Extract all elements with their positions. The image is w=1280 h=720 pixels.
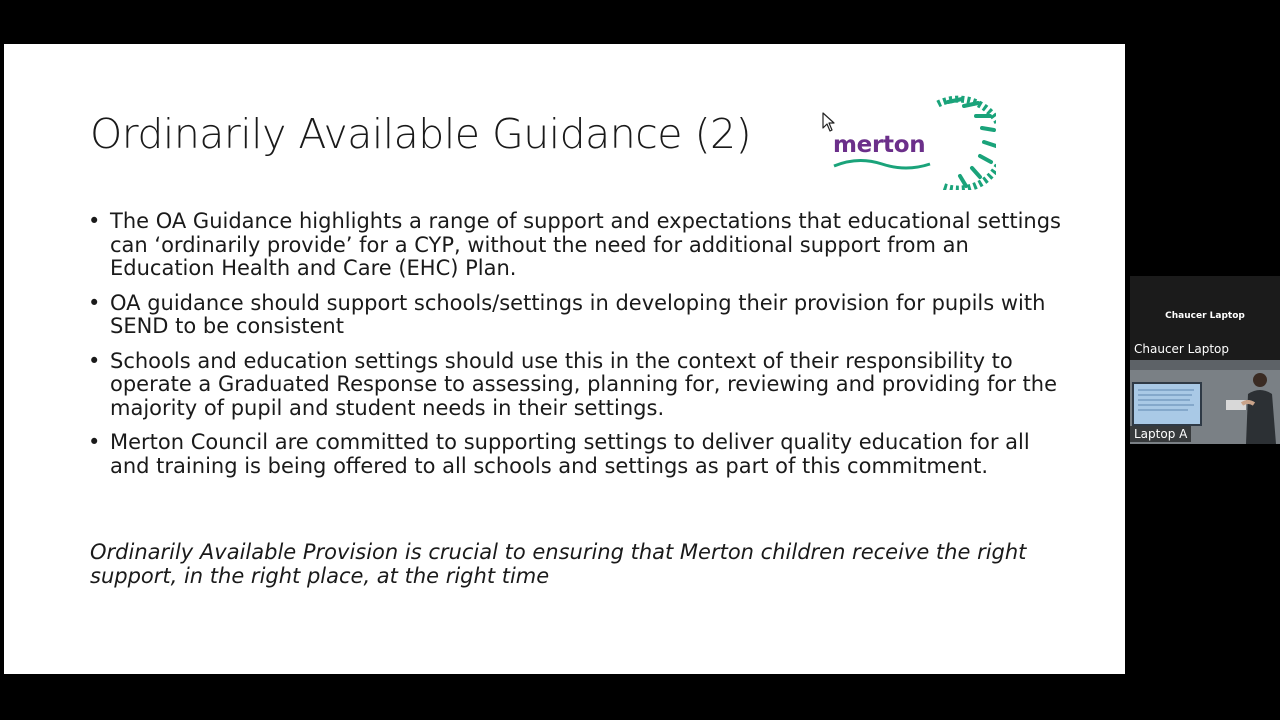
bullet-dot: • xyxy=(88,290,101,315)
bullet-text: The OA Guidance highlights a range of support and expectations that educational settings can ‘ordinarily provide’ for a CYP, without the need for additional support from an Education Health and Care (EHC) Plan. xyxy=(110,209,1061,280)
bullet-list xyxy=(88,210,1063,489)
logo-wordmark: merton xyxy=(833,132,926,158)
participant-name-center: Chaucer Laptop xyxy=(1165,311,1245,321)
merton-logo xyxy=(830,94,996,190)
bullet-dot: • xyxy=(88,430,101,454)
list-item xyxy=(88,292,1063,339)
list-item xyxy=(88,210,1063,281)
participant-tile[interactable] xyxy=(1130,276,1280,358)
participant-tile-video[interactable] xyxy=(1130,360,1280,444)
bullet-text: Schools and education settings should use this in the context of their responsibility to operate a Graduated Response to assessing, planning for, reviewing and providing for the majority of pupil and student needs in their settings. xyxy=(110,348,1057,420)
shared-slide xyxy=(4,44,1125,674)
list-item xyxy=(88,431,1063,478)
mouse-pointer-icon xyxy=(822,112,836,132)
emphasis-statement: Ordinarily Available Provision is crucial to ensuring that Merton children receive the right support, in the right place, at the right time xyxy=(90,540,1027,588)
participant-label: Laptop A xyxy=(1130,426,1191,442)
bullet-dot: • xyxy=(88,348,101,373)
bullet-text: OA guidance should support schools/settings in developing their provision for pupils with SEND to be consistent xyxy=(110,290,1046,338)
slide-title: Ordinarily Available Guidance (2) xyxy=(90,110,752,158)
participant-label: Chaucer Laptop xyxy=(1134,342,1229,356)
participant-panel xyxy=(1130,276,1280,444)
list-item xyxy=(88,350,1063,421)
bullet-text: Merton Council are committed to supporting settings to deliver quality education for all and training is being offered to all schools and settings as part of this commitment. xyxy=(110,430,1030,478)
bullet-dot: • xyxy=(88,209,101,233)
